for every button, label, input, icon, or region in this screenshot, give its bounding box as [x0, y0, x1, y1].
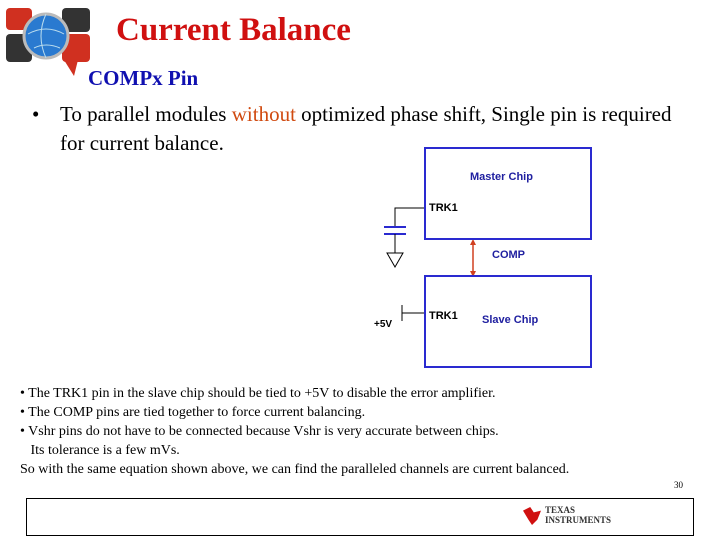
- circuit-diagram: [370, 145, 600, 370]
- ti-logo-icon: [523, 507, 541, 525]
- bullet-text: To parallel modules: [60, 102, 232, 126]
- comp-label: COMP: [492, 249, 525, 261]
- note-line: So with the same equation shown above, we can find the paralleled channels are current balanced.: [20, 462, 570, 477]
- logo-text-line2: INSTRUMENTS: [545, 515, 612, 525]
- logo-icon: [4, 4, 92, 78]
- trk1-bottom-label: TRK1: [429, 310, 458, 322]
- note-line: Its tolerance is a few mVs.: [20, 443, 180, 458]
- notes: [20, 384, 569, 479]
- page-number: 30: [674, 480, 683, 490]
- trk1-top-label: TRK1: [429, 202, 458, 214]
- logo-text-line1: TEXAS: [545, 505, 576, 515]
- bullet-text-end: optimized phase shift, Single pin is required for current balance.: [60, 102, 672, 155]
- note-line: • The COMP pins are tied together to force current balancing.: [20, 405, 366, 420]
- note-line: • The TRK1 pin in the slave chip should be tied to +5V to disable the error amplifier.: [20, 386, 496, 401]
- slave-chip-label: Slave Chip: [482, 314, 539, 326]
- slave-chip-box: [424, 275, 592, 368]
- bullet-highlight: without: [231, 102, 296, 126]
- note-line: • Vshr pins do not have to be connected because Vshr is very accurate between chips.: [20, 424, 499, 439]
- slide-subtitle: COMPx Pin: [88, 66, 199, 90]
- bullet-dot: •: [32, 102, 40, 126]
- slide-title: Current Balance: [116, 12, 351, 48]
- footer-bar: [26, 498, 694, 536]
- master-chip-label: Master Chip: [470, 171, 533, 183]
- master-chip-box: [424, 147, 592, 240]
- supply-label: +5V: [374, 319, 393, 330]
